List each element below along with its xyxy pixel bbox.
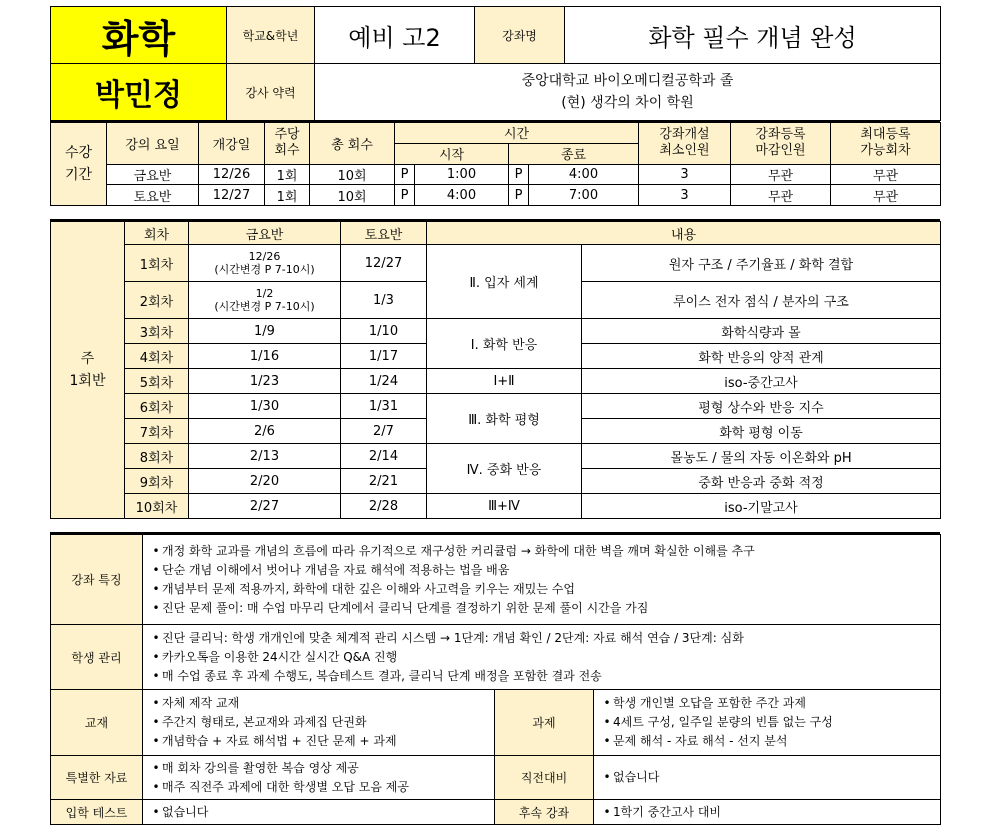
entrance-cell [143,800,495,825]
session-cell: 3회차 [125,319,189,344]
saturday-cell: 1/31 [341,394,427,419]
period-p: P [509,185,529,206]
materials-label: 교재 [51,690,143,756]
special-cell [143,756,495,800]
saturday-cell: 2/21 [341,469,427,494]
period-label-line: 기간 [64,167,93,183]
period-row [51,164,941,185]
col-total: 총 회수 [310,123,395,165]
session-cell: 6회차 [125,394,189,419]
friday-cell [189,245,341,282]
col-start-date: 개강일 [199,123,265,165]
friday-cell: 2/13 [189,444,341,469]
session-cell: 8회차 [125,444,189,469]
period-section-label [51,123,107,206]
period-max: 무관 [831,185,941,206]
friday-cell: 1/9 [189,319,341,344]
topic-cell: 화학 평형 이동 [582,419,941,444]
topic-cell: 평형 상수와 반응 지수 [582,394,941,419]
period-min: 3 [639,164,731,185]
col-max-line: 최대등록 [860,127,911,143]
topic-cell: 화학식량과 몰 [582,319,941,344]
period-max: 무관 [831,164,941,185]
period-p: P [395,185,415,206]
list-item: • 매주 직전주 과제에 대한 학생별 오답 모음 제공 [152,779,409,794]
topic-cell: iso-기말고사 [582,494,941,519]
period-end-time: 7:00 [529,185,639,206]
prep-cell [594,756,941,800]
saturday-cell: 2/7 [341,419,427,444]
unit-cell: Ⅲ. 화학 평형 [427,394,582,444]
period-start-time: 1:00 [415,164,509,185]
list-item: • 1학기 중간고사 대비 [603,804,722,819]
details-table [50,534,941,825]
saturday-cell: 2/14 [341,444,427,469]
bio-line: 중앙대학교 바이오메디컬공학과 졸 [521,73,734,89]
period-deadline: 무관 [731,185,831,206]
schedule-row [51,494,941,519]
list-item: • 4세트 구성, 일주일 분량의 빈틈 없는 구성 [603,715,833,729]
col-weekly-line: 회수 [274,143,300,159]
list-item: • 매 수업 종료 후 과제 수행도, 복습테스트 결과, 클리닉 단계 배정을 포함한 결과 전송 [152,668,602,683]
prep-label: 직전대비 [495,756,594,800]
course-label: 강좌명 [475,7,565,64]
period-end-time: 4:00 [529,164,639,185]
prep-list [601,768,940,787]
session-cell: 7회차 [125,419,189,444]
session-cell: 2회차 [125,282,189,319]
session-cell: 10회차 [125,494,189,519]
period-day: 토요반 [107,185,199,206]
col-max-line: 가능회차 [860,143,911,159]
schedule-section-label [51,222,125,519]
period-deadline: 무관 [731,164,831,185]
topic-cell: 몰농도 / 물의 자동 이온화와 pH [582,444,941,469]
course-value: 화학 필수 개념 완성 [565,7,941,64]
features-cell [143,535,941,625]
friday-cell: 1/16 [189,344,341,369]
period-weekly: 1회 [265,185,310,206]
homework-cell [594,690,941,756]
col-day: 강의 요일 [107,123,199,165]
management-label: 학생 관리 [51,625,143,690]
session-cell: 5회차 [125,369,189,394]
list-item: • 카카오톡을 이용한 24시간 실시간 Q&A 진행 [152,649,398,664]
period-total: 10회 [310,185,395,206]
management-list [150,629,940,686]
period-row [51,185,941,206]
col-max [831,123,941,165]
unit-cell: Ⅰ+Ⅱ [427,369,582,394]
schedule-row [51,369,941,394]
schedule-label-line: 주 [80,351,95,367]
features-label: 강좌 특징 [51,535,143,625]
followup-list [601,803,940,822]
period-p: P [395,164,415,185]
special-list [150,759,494,797]
col-min [639,123,731,165]
col-saturday: 토요반 [341,222,427,245]
col-session: 회차 [125,222,189,245]
period-day: 금요반 [107,164,199,185]
friday-cell: 1/30 [189,394,341,419]
homework-label: 과제 [495,690,594,756]
list-item: • 없습니다 [152,804,209,819]
col-weekly [265,123,310,165]
homework-list [601,694,940,751]
period-start: 12/26 [199,164,265,185]
unit-cell: Ⅳ. 중화 반응 [427,444,582,494]
col-friday: 금요반 [189,222,341,245]
unit-cell: Ⅰ. 화학 반응 [427,319,582,369]
materials-cell [143,690,495,756]
friday-date: 12/26 [248,250,281,263]
special-label: 특별한 자료 [51,756,143,800]
col-deadline-line: 강좌등록 [755,127,806,143]
subject-title: 화학 [51,7,227,64]
saturday-cell: 2/28 [341,494,427,519]
friday-date: 1/2 [255,287,274,300]
col-deadline [731,123,831,165]
friday-cell: 1/23 [189,369,341,394]
bio-value [315,64,941,121]
friday-cell: 2/27 [189,494,341,519]
list-item: • 학생 개인별 오답을 포함한 주간 과제 [603,696,806,710]
header-table [50,6,941,121]
period-label-line: 수강 [64,145,93,161]
list-item: • 주간지 형태로, 본교재와 과제집 단권화 [152,715,367,729]
saturday-cell: 1/17 [341,344,427,369]
session-cell: 1회차 [125,245,189,282]
session-cell: 4회차 [125,344,189,369]
period-table [50,122,941,206]
friday-cell: 2/6 [189,419,341,444]
list-item: • 단순 개념 이해에서 벗어나 개념을 자료 해석에 적용하는 법을 배움 [152,562,510,577]
session-cell: 9회차 [125,469,189,494]
schedule-row [51,319,941,344]
grade-value: 예비 고2 [315,7,475,64]
friday-cell: 2/20 [189,469,341,494]
period-min: 3 [639,185,731,206]
col-time-start: 시작 [395,143,509,164]
list-item: • 진단 클리닉: 학생 개개인에 맞춘 체계적 관리 시스템 → 1단계: 개념 확인 / 2단계: 자료 해석 연습 / 3단계: 심화 [152,630,744,645]
bio-line: (현) 생각의 차이 학원 [561,95,694,111]
period-weekly: 1회 [265,164,310,185]
col-min-line: 강좌개설 [659,127,710,143]
list-item: • 개념학습 + 자료 해석법 + 진단 문제 + 과제 [152,734,397,748]
grade-label: 학교&학년 [227,7,315,64]
col-content: 내용 [427,222,941,245]
schedule-row [51,444,941,469]
unit-cell: Ⅱ. 입자 세계 [427,245,582,319]
list-item: • 자체 제작 교재 [152,696,240,710]
features-list [150,542,940,618]
col-deadline-line: 마감인원 [755,143,806,159]
followup-cell [594,800,941,825]
friday-cell [189,282,341,319]
teacher-name: 박민정 [51,64,227,121]
friday-note: (시간변경 P 7-10시) [214,300,315,313]
col-min-line: 최소인원 [659,143,710,159]
schedule-label-line: 1회반 [69,373,106,389]
unit-cell: Ⅲ+Ⅳ [427,494,582,519]
col-time-end: 종료 [509,143,639,164]
list-item: • 문제 해석 - 자료 해석 - 선지 분석 [603,734,788,748]
period-total: 10회 [310,164,395,185]
entrance-label: 입학 테스트 [51,800,143,825]
col-time: 시간 [395,123,639,144]
list-item: • 진단 문제 풀이: 매 수업 마무리 단계에서 클리닉 단계를 결정하기 위한 문제 풀이 시간을 가짐 [152,600,649,615]
period-p: P [509,164,529,185]
saturday-cell: 1/10 [341,319,427,344]
topic-cell: 화학 반응의 양적 관계 [582,344,941,369]
period-start: 12/27 [199,185,265,206]
list-item: • 개정 화학 교과를 개념의 흐름에 따라 유기적으로 재구성한 커리큘럼 → 화학에 대한 벽을 깨며 확실한 이해를 추구 [152,543,755,558]
materials-list [150,694,494,751]
schedule-table [50,221,941,519]
schedule-row [51,394,941,419]
saturday-cell: 1/3 [341,282,427,319]
topic-cell: iso-중간고사 [582,369,941,394]
topic-cell: 루이스 전자 점식 / 분자의 구조 [582,282,941,319]
management-cell [143,625,941,690]
entrance-list [150,803,494,822]
period-start-time: 4:00 [415,185,509,206]
saturday-cell: 1/24 [341,369,427,394]
topic-cell: 중화 반응과 중화 적정 [582,469,941,494]
friday-note: (시간변경 P 7-10시) [214,263,315,276]
bio-label: 강사 약력 [227,64,315,121]
list-item: • 없습니다 [603,770,660,784]
schedule-row [51,245,941,282]
list-item: • 매 회차 강의를 촬영한 복습 영상 제공 [152,760,359,775]
saturday-cell: 12/27 [341,245,427,282]
followup-label: 후속 강좌 [495,800,594,825]
col-weekly-line: 주당 [274,127,300,143]
topic-cell: 원자 구조 / 주기율표 / 화학 결합 [582,245,941,282]
list-item: • 개념부터 문제 적용까지, 화학에 대한 깊은 이해와 사고력을 키우는 재밌는 수업 [152,581,575,596]
